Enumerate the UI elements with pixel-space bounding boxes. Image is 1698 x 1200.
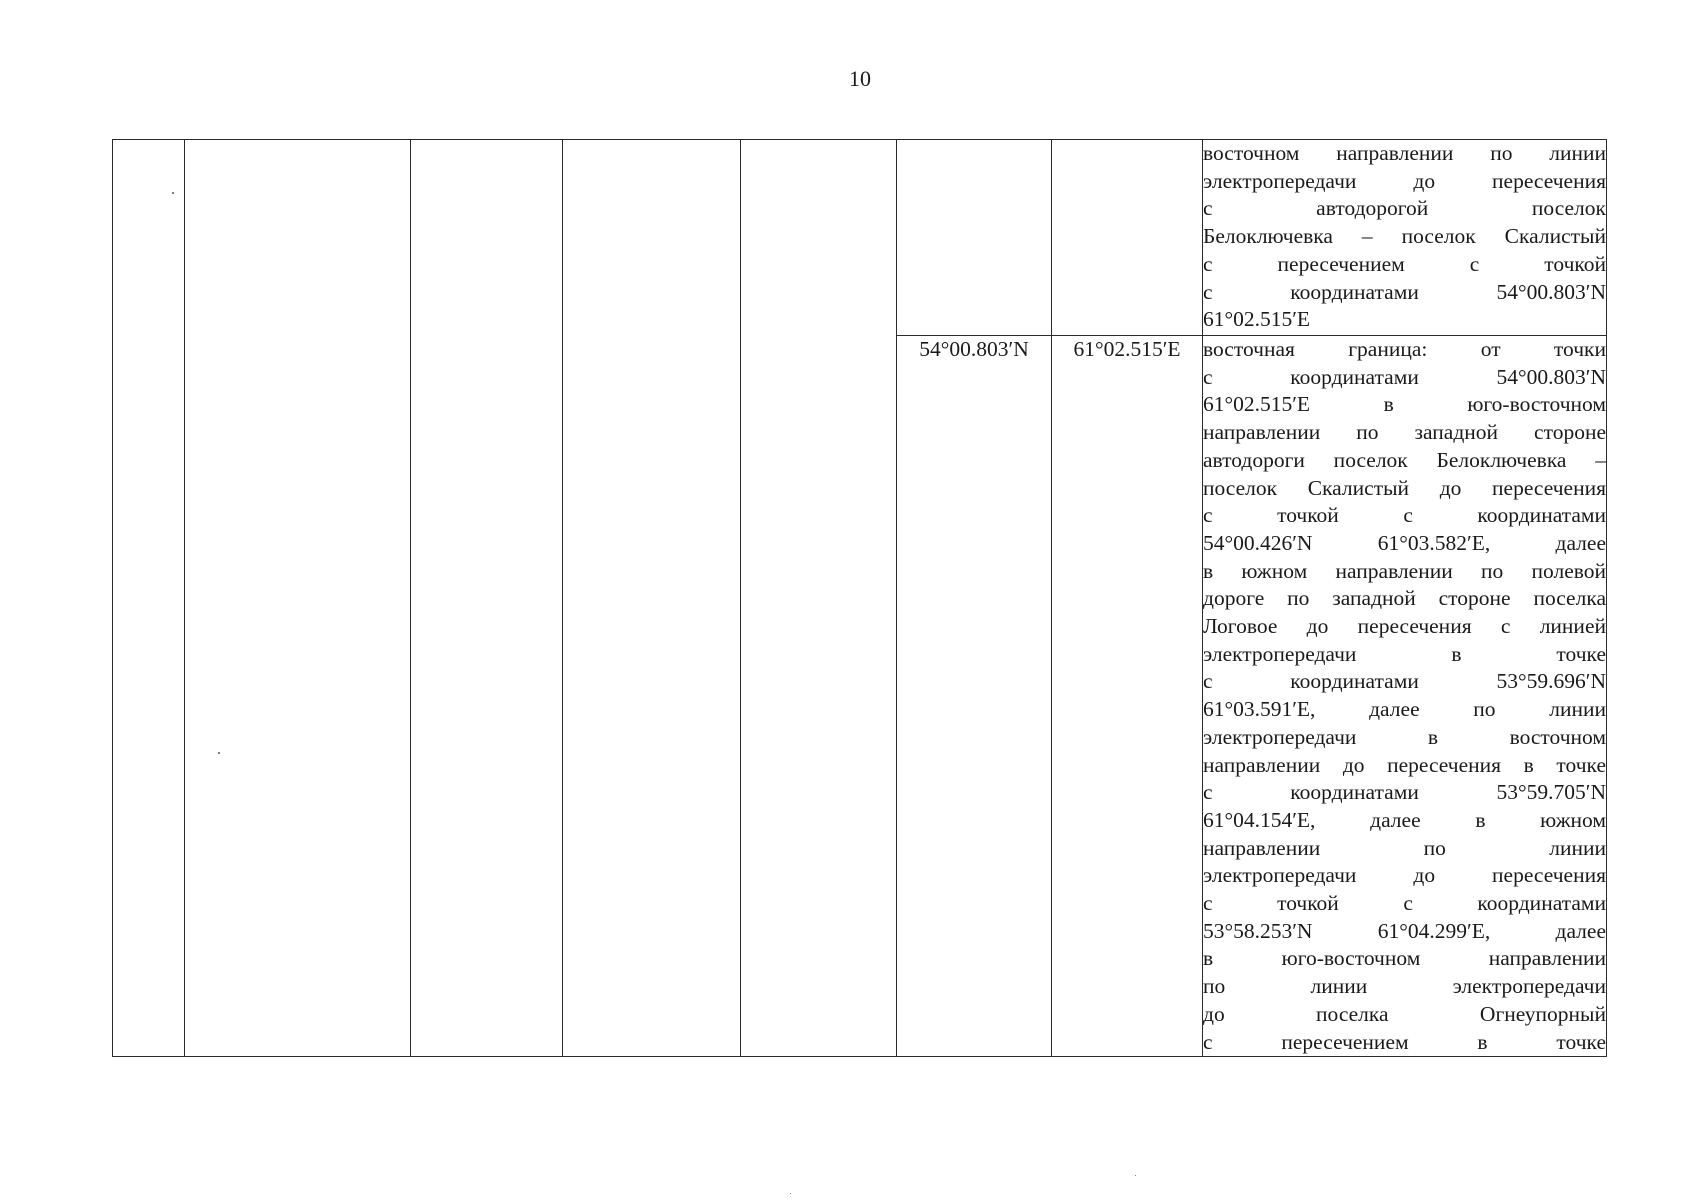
description-line: восточном направлении по линии [1203, 141, 1606, 165]
description-line: 53°58.253′N 61°04.299′E, далее [1203, 918, 1606, 943]
page-number: 10 [849, 66, 871, 91]
table-cell-empty [563, 140, 741, 1057]
description-line: электропередачи до пересечения [1203, 863, 1606, 888]
longitude-cell: 61°02.515′E [1052, 336, 1203, 1057]
table-cell-empty [185, 140, 411, 1057]
scan-speck [790, 1193, 791, 1194]
description-line: 54°00.426′N 61°03.582′E, далее [1203, 530, 1606, 555]
scan-speck [218, 752, 220, 754]
description-line: с координатами 54°00.803′N [1203, 279, 1606, 304]
description-line: 61°03.591′E, далее по линии [1203, 697, 1606, 722]
description-line: по линии электропередачи [1203, 974, 1606, 999]
description-cell [1203, 336, 1607, 1057]
description-line: восточная граница: от точки [1203, 337, 1606, 361]
description-line: с точкой с координатами [1203, 503, 1606, 528]
description-line: дороге по западной стороне поселка [1203, 586, 1606, 611]
description-line: в южном направлении по полевой [1203, 558, 1606, 583]
description-line: электропередачи в точке [1203, 641, 1606, 666]
description-cell [1203, 140, 1607, 336]
description-line: 61°04.154′E, далее в южном [1203, 807, 1606, 832]
scan-speck [172, 192, 174, 194]
description-line: с пересечением в точке [1203, 1029, 1606, 1054]
description-line: в юго-восточном направлении [1203, 946, 1606, 971]
description-line: 61°02.515′E [1203, 307, 1311, 332]
description-line: направлении по линии [1203, 835, 1606, 860]
description-line: с координатами 54°00.803′N [1203, 364, 1606, 389]
table-row [113, 140, 1607, 336]
latitude-cell: 54°00.803′N [897, 336, 1052, 1057]
description-line: 61°02.515′E в юго-восточном [1203, 392, 1606, 417]
table-cell-empty [411, 140, 563, 1057]
description-line: направлении по западной стороне [1203, 420, 1606, 445]
description-line: с точкой с координатами [1203, 891, 1606, 916]
description-line: с пересечением с точкой [1203, 251, 1606, 276]
description-line: электропередачи в восточном [1203, 724, 1606, 749]
description-line: автодороги поселок Белоключевка – [1203, 447, 1606, 472]
description-line: с автодорогой поселок [1203, 196, 1606, 221]
description-line: Логовое до пересечения с линией [1203, 614, 1606, 639]
description-line: Белоключевка – поселок Скалистый [1203, 224, 1606, 249]
latitude-cell [897, 140, 1052, 336]
description-line: с координатами 53°59.705′N [1203, 780, 1606, 805]
description-line: с координатами 53°59.696′N [1203, 669, 1606, 694]
description-line: поселок Скалистый до пересечения [1203, 475, 1606, 500]
boundary-table [112, 139, 1607, 1057]
description-line: направлении до пересечения в точке [1203, 752, 1606, 777]
table-cell-empty [741, 140, 897, 1057]
table-cell-empty [113, 140, 185, 1057]
scan-speck [1135, 1175, 1136, 1176]
description-line: до поселка Огнеупорный [1203, 1001, 1606, 1026]
longitude-cell [1052, 140, 1203, 336]
description-line: электропередачи до пересечения [1203, 168, 1606, 193]
